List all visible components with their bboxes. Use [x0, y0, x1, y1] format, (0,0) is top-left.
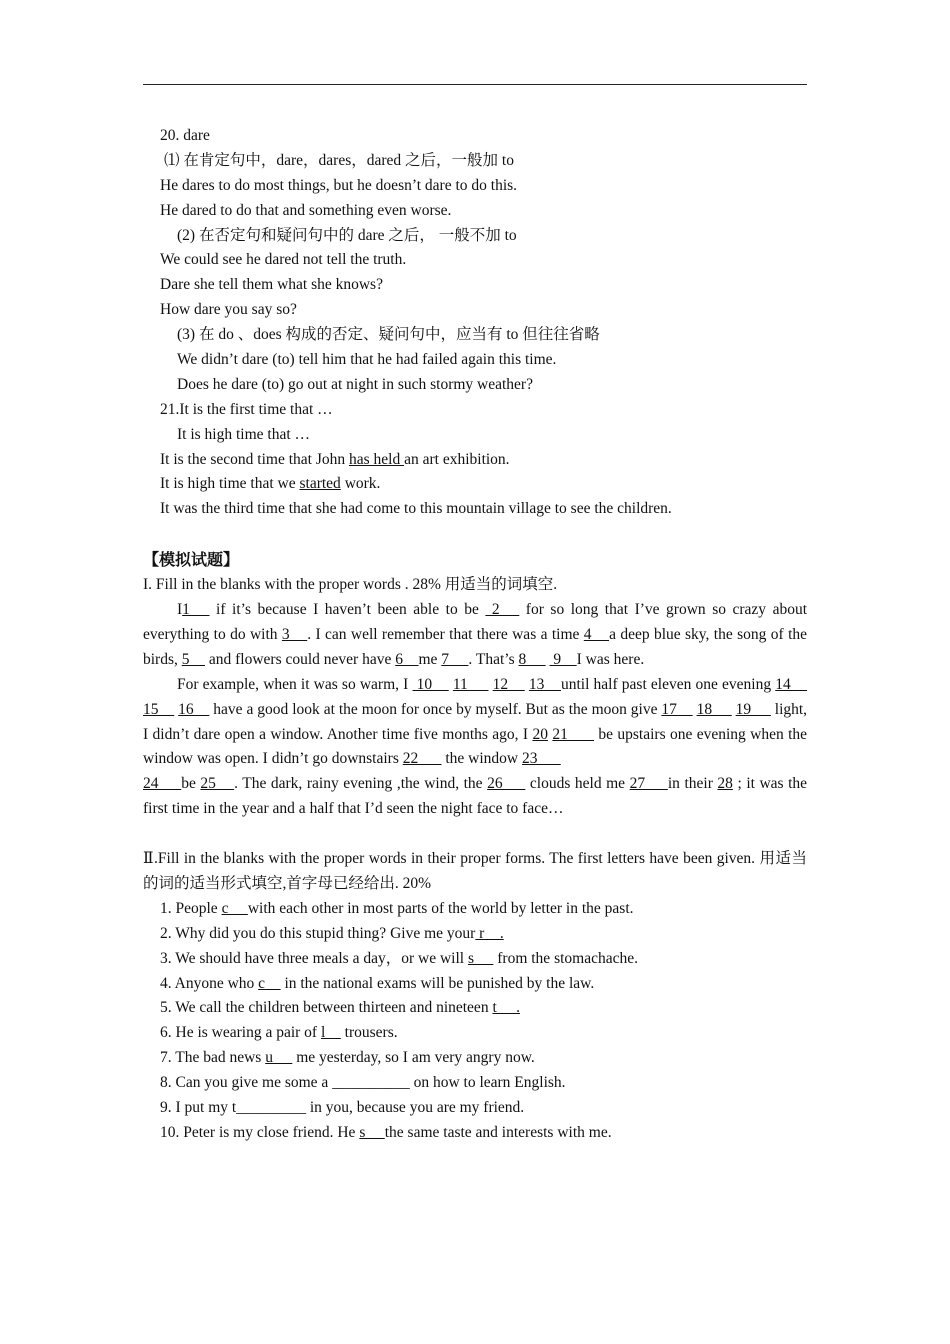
answer-blank: 28 — [717, 775, 733, 793]
passage-text: me yesterday, so I am very angry now. — [292, 1049, 535, 1067]
answer-blank: 4 — [583, 625, 610, 643]
passage-text: 7. The bad news — [160, 1049, 266, 1067]
section-21-title: 21.It is the first time that … — [160, 400, 333, 418]
passage-text: 3. We should have three meals a day，or we will — [160, 949, 468, 967]
answer-blank: 20 — [532, 725, 548, 743]
answer-blank: u — [265, 1049, 293, 1067]
passage-text: 10. Peter is my close friend. He — [160, 1123, 360, 1141]
passage-text: if it’s because I haven’t been able to be — [209, 601, 486, 619]
answer-blank: 12 — [492, 675, 525, 693]
exercise-item — [143, 1121, 807, 1146]
passage-text: have a good look at the moon for once by myself. But as the moon give — [209, 700, 662, 718]
passage-text: clouds held me — [525, 775, 630, 793]
passage-text: 6. He is wearing a pair of — [160, 1024, 321, 1042]
exercise-item — [143, 922, 807, 947]
underlined-phrase: started — [299, 475, 341, 493]
answer-blank: 16 — [178, 700, 210, 718]
passage-text: in the national exams will be punished by the law. — [280, 974, 595, 992]
answer-blank: 11 — [452, 675, 489, 693]
passage-text: the window — [441, 750, 523, 768]
passage-text: with each other in most parts of the world by letter in the past. — [247, 899, 634, 917]
answer-blank: s — [359, 1123, 385, 1141]
spacer — [143, 822, 807, 847]
exercise-item — [143, 1046, 807, 1071]
answer-blank: 5 — [181, 650, 205, 668]
dare-example: He dared to do that and something even worse. — [160, 201, 452, 219]
passage-text: light, I didn’t dare open a window. Another time five months ago, I — [143, 700, 808, 743]
answer-blank: 22 — [402, 750, 442, 768]
dare-example: We could see he dared not tell the truth. — [160, 251, 407, 269]
passage-text: . The dark, rainy evening ,the wind, the — [234, 775, 488, 793]
passage-text: I — [177, 601, 183, 619]
passage-text: and flowers could never have — [205, 650, 396, 668]
example-text: work. — [340, 475, 381, 493]
exercise-item — [143, 972, 807, 997]
answer-blank: c — [221, 899, 248, 917]
passage-text: in their — [667, 775, 718, 793]
section-21-subtitle: It is high time that … — [177, 425, 311, 443]
part-2-title: Ⅱ.Fill in the blanks with the proper words in their proper forms. The first letters have been given. 用适当的词的适当形式填空,首字母已经给出. 20% — [143, 850, 807, 892]
exercise-item — [143, 897, 807, 922]
passage-text: be — [181, 775, 201, 793]
passage-text: a deep blue sky, the song of the birds, — [143, 625, 808, 668]
passage-text: 1. People — [160, 899, 222, 917]
example-text: It is the second time that John — [160, 450, 349, 468]
answer-blank: 10 — [412, 675, 449, 693]
answer-blank: 27 — [629, 775, 668, 793]
exercise-list — [143, 897, 807, 1146]
answer-blank: 6 — [395, 650, 419, 668]
section-20-title: 20. dare — [160, 127, 210, 144]
answer-blank: 13 — [528, 675, 561, 693]
answer-blank: l — [320, 1024, 341, 1042]
dare-example: We didn’t dare (to) tell him that he had failed again this time. — [177, 351, 557, 369]
example-text: an art exhibition. — [404, 450, 510, 468]
dare-example: Dare she tell them what she knows? — [160, 276, 383, 294]
section-21-example: It was the third time that she had come to this mountain village to see the children. — [160, 500, 672, 518]
answer-blank: 14 — [775, 675, 808, 693]
part-1-title: I. Fill in the blanks with the proper words . 28% 用适当的词填空. — [143, 576, 558, 594]
answer-blank: 7 — [441, 650, 469, 668]
answer-blank: r . — [475, 924, 504, 942]
answer-blank: 25 — [200, 775, 235, 793]
passage-text: trousers. — [340, 1024, 398, 1042]
passage-text: ; it was the first time in the year and a half that I’d seen the night face to face… — [143, 775, 808, 818]
answer-blank: 18 — [696, 700, 732, 718]
dare-rule-1: ⑴ 在肯定句中，dare，dares，dared 之后，一般加 to — [164, 151, 514, 169]
answer-blank: 1 — [182, 601, 210, 619]
passage-text: 2. Why did you do this stupid thing? Give me your — [160, 924, 476, 942]
underlined-phrase: has held — [348, 450, 405, 468]
passage-text: . That’s — [468, 650, 519, 668]
answer-blank: 21 — [552, 725, 595, 743]
exercise-item — [143, 996, 807, 1021]
document-body — [143, 124, 807, 1146]
passage-text: . I can well remember that there was a time — [307, 625, 584, 643]
answer-blank: 26 — [487, 775, 526, 793]
exercise-item — [143, 947, 807, 972]
example-text: It is high time that we — [160, 475, 300, 493]
answer-blank: c — [258, 974, 281, 992]
header-rule — [143, 84, 807, 85]
answer-blank: 24 — [143, 775, 182, 793]
passage-text: 9. I put my t_________ in you, because you are my friend. — [160, 1099, 525, 1117]
passage-text: for so long that I’ve grown so crazy about everything to do with — [143, 601, 808, 643]
passage-text: 8. Can you give me some a __________ on how to learn English. — [160, 1074, 566, 1092]
passage-text: me — [418, 650, 442, 668]
cloze-paragraph-2 — [143, 673, 807, 822]
dare-example: Does he dare (to) go out at night in such stormy weather? — [177, 375, 533, 393]
passage-text: the same taste and interests with me. — [384, 1123, 612, 1141]
dare-rule-3: (3) 在 do 、does 构成的否定、疑问句中，应当有 to 但往往省略 — [177, 326, 600, 344]
answer-blank: 17 — [661, 700, 693, 718]
passage-text: 4. Anyone who — [160, 974, 259, 992]
answer-blank: 23 — [522, 750, 561, 768]
passage-text: from the stomachache. — [493, 949, 638, 967]
exercise-item — [143, 1096, 807, 1121]
dare-rule-2: (2) 在否定句和疑问句中的 dare 之后， 一般不加 to — [177, 226, 517, 244]
answer-blank: 19 — [735, 700, 771, 718]
answer-blank: 8 — [518, 650, 546, 668]
answer-blank: 9 — [549, 650, 577, 668]
answer-blank: t . — [492, 999, 521, 1017]
exercise-item — [143, 1071, 807, 1096]
exercise-item — [143, 1021, 807, 1046]
passage-text: I was here. — [576, 650, 645, 668]
answer-blank: 15 — [143, 700, 175, 718]
spacer — [143, 522, 807, 547]
section-21-example — [143, 448, 807, 473]
answer-blank: 3 — [281, 625, 308, 643]
passage-text: For example, when it was so warm, I — [177, 675, 413, 693]
section-21-example — [143, 472, 807, 497]
dare-example: He dares to do most things, but he doesn’t dare to do this. — [160, 176, 518, 194]
mock-test-heading: 【模拟试题】 — [143, 550, 240, 570]
cloze-paragraph-1 — [143, 598, 807, 673]
passage-text: 5. We call the children between thirteen and nineteen — [160, 999, 493, 1017]
passage-text: until half past eleven one evening — [560, 675, 776, 693]
answer-blank: 2 — [485, 601, 520, 619]
passage-text: be upstairs one evening when the window was open. I didn’t go downstairs — [143, 725, 808, 768]
dare-example: How dare you say so? — [160, 301, 297, 319]
answer-blank: s — [467, 949, 494, 967]
